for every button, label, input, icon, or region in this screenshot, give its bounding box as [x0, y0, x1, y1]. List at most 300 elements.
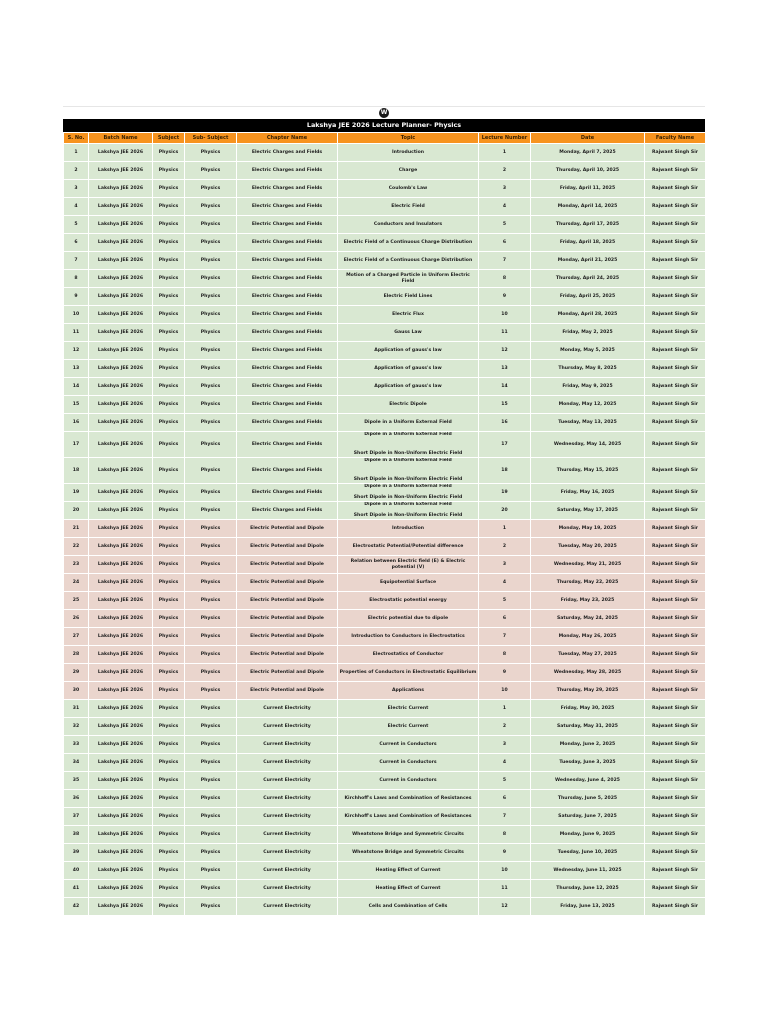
table-body: [64, 144, 706, 916]
cell-date: Tuesday, May 27, 2025: [531, 646, 645, 664]
cell-topic: Electric Dipole: [338, 396, 479, 414]
cell-topic: [338, 432, 479, 458]
cell-batch-name: Lakshya JEE 2026: [89, 844, 153, 862]
cell-topic: Application of gauss's law: [338, 342, 479, 360]
cell-date: Monday, April 21, 2025: [531, 252, 645, 270]
cell-lecture-number: 8: [479, 826, 531, 844]
cell-chapter-name: Electric Potential and Dipole: [237, 520, 338, 538]
cell-sub-subject: Physics: [185, 502, 237, 520]
cell-subject: Physics: [153, 288, 185, 306]
topic-line-2: Short Dipole in Non-Uniform Electric Field: [353, 513, 463, 519]
cell-sub-subject: Physics: [185, 144, 237, 162]
cell-faculty-name: Rajwant Singh Sir: [645, 862, 706, 880]
cell-date: Tuesday, May 20, 2025: [531, 538, 645, 556]
cell-sub-subject: Physics: [185, 790, 237, 808]
cell-date: Friday, May 30, 2025: [531, 700, 645, 718]
cell-date: Thursday, May 8, 2025: [531, 360, 645, 378]
cell-chapter-name: Electric Charges and Fields: [237, 324, 338, 342]
cell-batch-name: Lakshya JEE 2026: [89, 754, 153, 772]
table-row: [64, 360, 706, 378]
cell-sno: 15: [64, 396, 89, 414]
cell-sub-subject: Physics: [185, 270, 237, 288]
cell-topic: Electrostatic Potential/Potential difference: [338, 538, 479, 556]
cell-topic: Electric Field Lines: [338, 288, 479, 306]
cell-topic: Applications: [338, 682, 479, 700]
cell-lecture-number: 4: [479, 574, 531, 592]
cell-chapter-name: Current Electricity: [237, 898, 338, 916]
cell-faculty-name: Rajwant Singh Sir: [645, 736, 706, 754]
cell-lecture-number: 17: [479, 432, 531, 458]
cell-faculty-name: Rajwant Singh Sir: [645, 396, 706, 414]
cell-chapter-name: Electric Charges and Fields: [237, 162, 338, 180]
cell-faculty-name: Rajwant Singh Sir: [645, 288, 706, 306]
table-row: [64, 808, 706, 826]
cell-sub-subject: Physics: [185, 556, 237, 574]
cell-lecture-number: 10: [479, 306, 531, 324]
table-row: [64, 306, 706, 324]
cell-date: Tuesday, May 13, 2025: [531, 414, 645, 432]
cell-sub-subject: Physics: [185, 826, 237, 844]
cell-batch-name: Lakshya JEE 2026: [89, 538, 153, 556]
cell-faculty-name: Rajwant Singh Sir: [645, 592, 706, 610]
cell-date: Wednesday, May 14, 2025: [531, 432, 645, 458]
cell-topic: [338, 502, 479, 520]
cell-sub-subject: Physics: [185, 844, 237, 862]
cell-topic: Electric Current: [338, 700, 479, 718]
cell-date: Thursday, April 24, 2025: [531, 270, 645, 288]
cell-batch-name: Lakshya JEE 2026: [89, 342, 153, 360]
cell-date: Saturday, June 7, 2025: [531, 808, 645, 826]
cell-chapter-name: Electric Charges and Fields: [237, 144, 338, 162]
cell-sub-subject: Physics: [185, 342, 237, 360]
table-row: [64, 628, 706, 646]
cell-batch-name: Lakshya JEE 2026: [89, 432, 153, 458]
cell-batch-name: Lakshya JEE 2026: [89, 592, 153, 610]
cell-lecture-number: 16: [479, 414, 531, 432]
cell-sno: 39: [64, 844, 89, 862]
cell-lecture-number: 2: [479, 718, 531, 736]
cell-sub-subject: Physics: [185, 198, 237, 216]
table-row: [64, 790, 706, 808]
cell-faculty-name: Rajwant Singh Sir: [645, 682, 706, 700]
header-sno: S. No.: [64, 133, 89, 144]
cell-sno: 32: [64, 718, 89, 736]
cell-sub-subject: Physics: [185, 396, 237, 414]
cell-sno: 6: [64, 234, 89, 252]
cell-faculty-name: Rajwant Singh Sir: [645, 306, 706, 324]
cell-sno: 14: [64, 378, 89, 396]
cell-chapter-name: Electric Charges and Fields: [237, 288, 338, 306]
cell-sno: 34: [64, 754, 89, 772]
cell-topic: Conductors and Insulators: [338, 216, 479, 234]
cell-lecture-number: 5: [479, 592, 531, 610]
cell-sub-subject: Physics: [185, 162, 237, 180]
cell-chapter-name: Current Electricity: [237, 736, 338, 754]
cell-faculty-name: Rajwant Singh Sir: [645, 700, 706, 718]
cell-date: Monday, May 5, 2025: [531, 342, 645, 360]
cell-batch-name: Lakshya JEE 2026: [89, 270, 153, 288]
table-row: [64, 414, 706, 432]
cell-faculty-name: Rajwant Singh Sir: [645, 458, 706, 484]
cell-chapter-name: Electric Potential and Dipole: [237, 610, 338, 628]
cell-faculty-name: Rajwant Singh Sir: [645, 198, 706, 216]
table-row: [64, 538, 706, 556]
cell-date: Thursday, May 29, 2025: [531, 682, 645, 700]
cell-date: Thursday, June 12, 2025: [531, 880, 645, 898]
brand-logo-icon: [379, 108, 389, 118]
cell-batch-name: Lakshya JEE 2026: [89, 414, 153, 432]
header-topic: Topic: [338, 133, 479, 144]
cell-date: Monday, May 12, 2025: [531, 396, 645, 414]
cell-lecture-number: 12: [479, 898, 531, 916]
cell-chapter-name: Current Electricity: [237, 700, 338, 718]
cell-topic: Current in Conductors: [338, 754, 479, 772]
cell-chapter-name: Electric Charges and Fields: [237, 378, 338, 396]
cell-lecture-number: 5: [479, 216, 531, 234]
cell-topic: Introduction: [338, 520, 479, 538]
cell-sno: 8: [64, 270, 89, 288]
cell-subject: Physics: [153, 378, 185, 396]
cell-topic: Dipole in a Uniform External Field: [338, 414, 479, 432]
cell-subject: Physics: [153, 880, 185, 898]
cell-faculty-name: Rajwant Singh Sir: [645, 646, 706, 664]
cell-sub-subject: Physics: [185, 234, 237, 252]
cell-lecture-number: 20: [479, 502, 531, 520]
cell-sno: 28: [64, 646, 89, 664]
cell-batch-name: Lakshya JEE 2026: [89, 360, 153, 378]
cell-date: Thursday, April 10, 2025: [531, 162, 645, 180]
cell-lecture-number: 2: [479, 162, 531, 180]
cell-subject: Physics: [153, 198, 185, 216]
table-row: [64, 898, 706, 916]
cell-topic: Cells and Combination of Cells: [338, 898, 479, 916]
cell-lecture-number: 3: [479, 736, 531, 754]
cell-faculty-name: Rajwant Singh Sir: [645, 538, 706, 556]
cell-date: Thursday, May 22, 2025: [531, 574, 645, 592]
header-sub-subject: Sub- Subject: [185, 133, 237, 144]
cell-batch-name: Lakshya JEE 2026: [89, 718, 153, 736]
topic-line-1: Dipole in a Uniform External Field: [364, 502, 452, 507]
cell-batch-name: Lakshya JEE 2026: [89, 700, 153, 718]
cell-chapter-name: Electric Charges and Fields: [237, 306, 338, 324]
cell-faculty-name: Rajwant Singh Sir: [645, 754, 706, 772]
cell-subject: Physics: [153, 610, 185, 628]
cell-chapter-name: Electric Charges and Fields: [237, 502, 338, 520]
table-row: [64, 162, 706, 180]
table-row: [64, 396, 706, 414]
cell-sno: 23: [64, 556, 89, 574]
cell-sno: 31: [64, 700, 89, 718]
cell-lecture-number: 13: [479, 360, 531, 378]
cell-lecture-number: 7: [479, 252, 531, 270]
cell-topic: [338, 458, 479, 484]
cell-chapter-name: Current Electricity: [237, 772, 338, 790]
table-row: [64, 682, 706, 700]
table-row: [64, 484, 706, 502]
cell-subject: Physics: [153, 396, 185, 414]
cell-faculty-name: Rajwant Singh Sir: [645, 342, 706, 360]
cell-sno: 41: [64, 880, 89, 898]
cell-subject: Physics: [153, 646, 185, 664]
cell-topic: Charge: [338, 162, 479, 180]
cell-sub-subject: Physics: [185, 252, 237, 270]
cell-lecture-number: 3: [479, 556, 531, 574]
cell-sno: 40: [64, 862, 89, 880]
cell-sno: 37: [64, 808, 89, 826]
cell-subject: Physics: [153, 790, 185, 808]
header-batch-name: Batch Name: [89, 133, 153, 144]
cell-date: Friday, May 2, 2025: [531, 324, 645, 342]
cell-lecture-number: 7: [479, 628, 531, 646]
table-row: [64, 574, 706, 592]
cell-sno: 30: [64, 682, 89, 700]
cell-date: Saturday, May 24, 2025: [531, 610, 645, 628]
cell-sno: 12: [64, 342, 89, 360]
table-row: [64, 736, 706, 754]
cell-date: Monday, June 2, 2025: [531, 736, 645, 754]
cell-sno: 2: [64, 162, 89, 180]
cell-batch-name: Lakshya JEE 2026: [89, 162, 153, 180]
cell-chapter-name: Electric Potential and Dipole: [237, 538, 338, 556]
cell-subject: Physics: [153, 736, 185, 754]
cell-batch-name: Lakshya JEE 2026: [89, 664, 153, 682]
cell-sno: 7: [64, 252, 89, 270]
cell-sub-subject: Physics: [185, 628, 237, 646]
cell-sno: 24: [64, 574, 89, 592]
cell-topic: Electric Field: [338, 198, 479, 216]
cell-topic: Heating Effect of Current: [338, 880, 479, 898]
cell-faculty-name: Rajwant Singh Sir: [645, 252, 706, 270]
cell-sub-subject: Physics: [185, 360, 237, 378]
cell-chapter-name: Electric Charges and Fields: [237, 484, 338, 502]
cell-subject: Physics: [153, 538, 185, 556]
cell-subject: Physics: [153, 862, 185, 880]
cell-sub-subject: Physics: [185, 898, 237, 916]
cell-batch-name: Lakshya JEE 2026: [89, 646, 153, 664]
table-row: [64, 754, 706, 772]
table-row: [64, 252, 706, 270]
cell-faculty-name: Rajwant Singh Sir: [645, 772, 706, 790]
header-chapter-name: Chapter Name: [237, 133, 338, 144]
cell-sub-subject: Physics: [185, 538, 237, 556]
cell-sub-subject: Physics: [185, 432, 237, 458]
cell-batch-name: Lakshya JEE 2026: [89, 502, 153, 520]
cell-faculty-name: Rajwant Singh Sir: [645, 664, 706, 682]
cell-batch-name: Lakshya JEE 2026: [89, 790, 153, 808]
cell-batch-name: Lakshya JEE 2026: [89, 378, 153, 396]
cell-chapter-name: Electric Potential and Dipole: [237, 592, 338, 610]
cell-topic: Electrostatic potential energy: [338, 592, 479, 610]
cell-lecture-number: 1: [479, 700, 531, 718]
cell-subject: Physics: [153, 216, 185, 234]
cell-subject: Physics: [153, 180, 185, 198]
cell-lecture-number: 10: [479, 682, 531, 700]
cell-lecture-number: 6: [479, 234, 531, 252]
cell-chapter-name: Current Electricity: [237, 880, 338, 898]
cell-chapter-name: Current Electricity: [237, 754, 338, 772]
cell-sno: 5: [64, 216, 89, 234]
cell-subject: Physics: [153, 414, 185, 432]
cell-sub-subject: Physics: [185, 718, 237, 736]
cell-chapter-name: Current Electricity: [237, 826, 338, 844]
cell-subject: Physics: [153, 592, 185, 610]
cell-lecture-number: 8: [479, 646, 531, 664]
cell-date: Saturday, May 31, 2025: [531, 718, 645, 736]
cell-lecture-number: 5: [479, 772, 531, 790]
cell-batch-name: Lakshya JEE 2026: [89, 682, 153, 700]
cell-sno: 42: [64, 898, 89, 916]
table-header-row: [64, 133, 706, 144]
cell-chapter-name: Electric Potential and Dipole: [237, 646, 338, 664]
cell-faculty-name: Rajwant Singh Sir: [645, 324, 706, 342]
cell-sub-subject: Physics: [185, 180, 237, 198]
cell-lecture-number: 1: [479, 520, 531, 538]
cell-subject: Physics: [153, 754, 185, 772]
lecture-planner-sheet: [63, 106, 705, 916]
cell-date: Friday, May 16, 2025: [531, 484, 645, 502]
table-row: [64, 144, 706, 162]
header-faculty-name: Faculty Name: [645, 133, 706, 144]
cell-topic: [338, 484, 479, 502]
cell-sno: 17: [64, 432, 89, 458]
cell-date: Monday, April 7, 2025: [531, 144, 645, 162]
cell-date: Monday, April 14, 2025: [531, 198, 645, 216]
table-row: [64, 216, 706, 234]
cell-sno: 26: [64, 610, 89, 628]
cell-topic: Electric Flux: [338, 306, 479, 324]
cell-lecture-number: 2: [479, 538, 531, 556]
cell-sno: 19: [64, 484, 89, 502]
table-row: [64, 646, 706, 664]
cell-sub-subject: Physics: [185, 288, 237, 306]
cell-faculty-name: Rajwant Singh Sir: [645, 414, 706, 432]
table-row: [64, 502, 706, 520]
cell-batch-name: Lakshya JEE 2026: [89, 574, 153, 592]
cell-sub-subject: Physics: [185, 664, 237, 682]
table-row: [64, 664, 706, 682]
lecture-table: [63, 132, 706, 916]
cell-batch-name: Lakshya JEE 2026: [89, 252, 153, 270]
cell-batch-name: Lakshya JEE 2026: [89, 520, 153, 538]
brand-logo-text: W: [380, 109, 388, 116]
cell-batch-name: Lakshya JEE 2026: [89, 198, 153, 216]
table-row: [64, 592, 706, 610]
cell-lecture-number: 14: [479, 378, 531, 396]
table-row: [64, 198, 706, 216]
cell-batch-name: Lakshya JEE 2026: [89, 772, 153, 790]
cell-lecture-number: 6: [479, 790, 531, 808]
cell-batch-name: Lakshya JEE 2026: [89, 628, 153, 646]
cell-lecture-number: 3: [479, 180, 531, 198]
cell-subject: Physics: [153, 306, 185, 324]
cell-faculty-name: Rajwant Singh Sir: [645, 520, 706, 538]
cell-sno: 33: [64, 736, 89, 754]
cell-sub-subject: Physics: [185, 378, 237, 396]
cell-sub-subject: Physics: [185, 610, 237, 628]
cell-date: Wednesday, June 4, 2025: [531, 772, 645, 790]
cell-date: Friday, April 18, 2025: [531, 234, 645, 252]
cell-sno: 36: [64, 790, 89, 808]
table-row: [64, 324, 706, 342]
cell-sno: 13: [64, 360, 89, 378]
table-row: [64, 862, 706, 880]
cell-chapter-name: Electric Potential and Dipole: [237, 556, 338, 574]
table-row: [64, 826, 706, 844]
cell-chapter-name: Electric Charges and Fields: [237, 270, 338, 288]
cell-batch-name: Lakshya JEE 2026: [89, 306, 153, 324]
cell-chapter-name: Electric Potential and Dipole: [237, 628, 338, 646]
table-row: [64, 234, 706, 252]
cell-lecture-number: 4: [479, 754, 531, 772]
cell-date: Saturday, May 17, 2025: [531, 502, 645, 520]
cell-faculty-name: Rajwant Singh Sir: [645, 790, 706, 808]
topic-line-1: Dipole in a Uniform External Field: [364, 458, 452, 463]
cell-topic: Electric Field of a Continuous Charge Distribution: [338, 252, 479, 270]
cell-sno: 9: [64, 288, 89, 306]
cell-topic: Wheatstone Bridge and Symmetric Circuits: [338, 844, 479, 862]
cell-chapter-name: Electric Charges and Fields: [237, 342, 338, 360]
cell-date: Friday, April 11, 2025: [531, 180, 645, 198]
topic-line-2: Short Dipole in Non-Uniform Electric Field: [353, 495, 463, 501]
cell-subject: Physics: [153, 342, 185, 360]
table-row: [64, 700, 706, 718]
cell-lecture-number: 9: [479, 844, 531, 862]
cell-sno: 22: [64, 538, 89, 556]
cell-faculty-name: Rajwant Singh Sir: [645, 144, 706, 162]
cell-sub-subject: Physics: [185, 808, 237, 826]
cell-lecture-number: 7: [479, 808, 531, 826]
cell-sno: 11: [64, 324, 89, 342]
cell-sno: 3: [64, 180, 89, 198]
cell-batch-name: Lakshya JEE 2026: [89, 324, 153, 342]
cell-subject: Physics: [153, 234, 185, 252]
cell-sno: 21: [64, 520, 89, 538]
cell-subject: Physics: [153, 826, 185, 844]
cell-sub-subject: Physics: [185, 216, 237, 234]
table-row: [64, 880, 706, 898]
cell-lecture-number: 6: [479, 610, 531, 628]
cell-faculty-name: Rajwant Singh Sir: [645, 484, 706, 502]
cell-sno: 10: [64, 306, 89, 324]
cell-subject: Physics: [153, 718, 185, 736]
cell-batch-name: Lakshya JEE 2026: [89, 610, 153, 628]
cell-date: Friday, June 13, 2025: [531, 898, 645, 916]
cell-date: Monday, June 9, 2025: [531, 826, 645, 844]
cell-chapter-name: Electric Charges and Fields: [237, 216, 338, 234]
cell-faculty-name: Rajwant Singh Sir: [645, 826, 706, 844]
cell-subject: Physics: [153, 664, 185, 682]
cell-subject: Physics: [153, 700, 185, 718]
table-row: [64, 342, 706, 360]
cell-date: Friday, May 9, 2025: [531, 378, 645, 396]
cell-lecture-number: 15: [479, 396, 531, 414]
cell-sub-subject: Physics: [185, 484, 237, 502]
cell-faculty-name: Rajwant Singh Sir: [645, 216, 706, 234]
cell-faculty-name: Rajwant Singh Sir: [645, 844, 706, 862]
cell-sub-subject: Physics: [185, 592, 237, 610]
cell-topic: Introduction to Conductors in Electrostatics: [338, 628, 479, 646]
cell-subject: Physics: [153, 772, 185, 790]
cell-sub-subject: Physics: [185, 574, 237, 592]
cell-batch-name: Lakshya JEE 2026: [89, 216, 153, 234]
cell-topic: Current in Conductors: [338, 736, 479, 754]
cell-batch-name: Lakshya JEE 2026: [89, 288, 153, 306]
cell-date: Thursday, April 17, 2025: [531, 216, 645, 234]
cell-subject: Physics: [153, 520, 185, 538]
cell-lecture-number: 18: [479, 458, 531, 484]
cell-sub-subject: Physics: [185, 772, 237, 790]
cell-faculty-name: Rajwant Singh Sir: [645, 574, 706, 592]
